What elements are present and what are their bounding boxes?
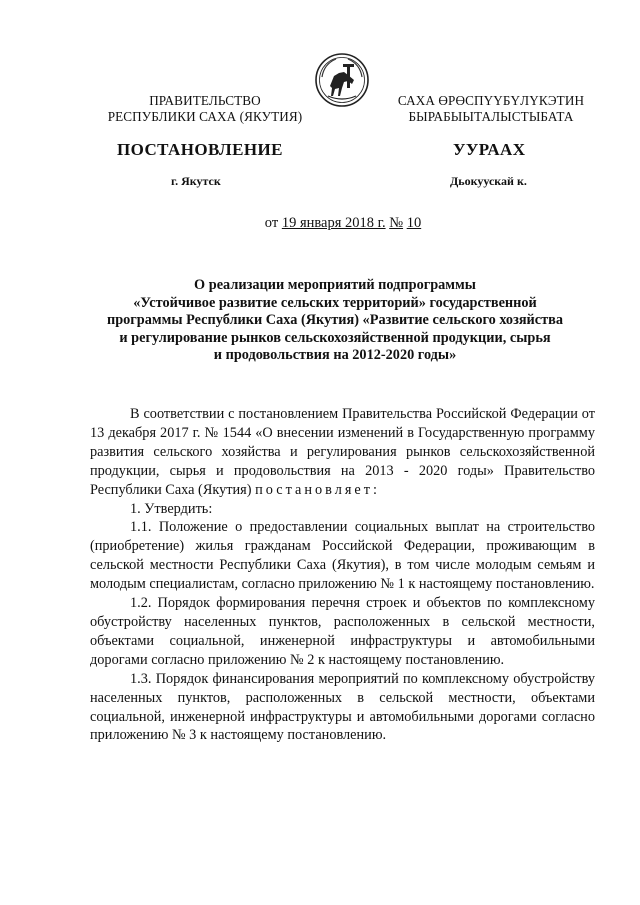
org-name-line: ПРАВИТЕЛЬСТВО	[149, 93, 261, 108]
government-header-ru	[90, 93, 320, 125]
intro-text: В соответствии с постановлением Правительства Российской Федерации от 13 декабря 2017 г. № 1544 «О внесении изменений в Государственную программу развития сельского хозяйства и регулирования рынков сельскохозяйственной продукции, сырья и продовольствия на 2013 - 2020 годы» Правительство Республики Саха (Якутия)	[90, 406, 595, 498]
title-line: и продовольствия на 2012-2020 годы»	[213, 347, 457, 364]
date-prefix: от	[264, 215, 279, 231]
item-1-2: 1.2. Порядок формирования перечня строек и объектов по комплексному обустройству населенных пунктов, расположенных в сельской местности, объектами социальной, инженерной инфраструктуры и автомобильными дорогами согласно приложению № 2 к настоящему постановлению.	[90, 595, 595, 668]
government-header-sakha	[376, 93, 606, 125]
document-body	[90, 405, 595, 745]
number-sign: №	[389, 215, 404, 231]
city-sakha: Дьокуускай к.	[450, 174, 527, 188]
item-1: 1. Утвердить:	[130, 500, 213, 517]
doc-number: 10	[406, 215, 422, 231]
item-1-1: 1.1. Положение о предоставлении социальных выплат на строительство (приобретение) жилья гражданам Российской Федерации, проживающим в сельской местности Республики Саха (Якутия), в том числе молодым семьям и молодым специалистам, согласно приложению № 1 к настоящему постановлению.	[90, 519, 595, 593]
doc-type-ru: ПОСТАНОВЛЕНИЕ	[117, 140, 283, 159]
title-line: программы Республики Саха (Якутия) «Развитие сельского хозяйства	[106, 312, 564, 329]
city-ru: г. Якутск	[171, 174, 221, 188]
document-title	[90, 277, 580, 365]
date-number-line	[0, 215, 640, 232]
item-1-3: 1.3. Порядок финансирования мероприятий по комплексному обустройству населенных пунктов, расположенных в сельской местности, объектами социальной, инженерной инфраструктуры и автомобильными дорогами согласно приложению № 3 к настоящему постановлению.	[90, 670, 595, 744]
org-name-line: БЫРАБЫЫТАЛЫСТЫБАТА	[408, 109, 574, 124]
date-value: 19 января 2018 г.	[281, 215, 386, 231]
org-name-line: РЕСПУБЛИКИ САХА (ЯКУТИЯ)	[107, 109, 303, 124]
doc-type-sakha: УУРААХ	[453, 140, 526, 159]
title-line: и регулирование рынков сельскохозяйственной продукции, сырья	[119, 329, 551, 346]
org-name-line: САХА ӨРӨСПҮҮБҮЛҮКЭТИН	[397, 93, 585, 108]
title-line: О реализации мероприятий подпрограммы	[194, 277, 476, 293]
resolves-word: постановляет:	[255, 481, 380, 498]
coat-of-arms-icon	[314, 52, 370, 108]
title-line: «Устойчивое развитие сельских территорий» государственной	[133, 294, 537, 311]
intro-paragraph	[90, 405, 595, 500]
